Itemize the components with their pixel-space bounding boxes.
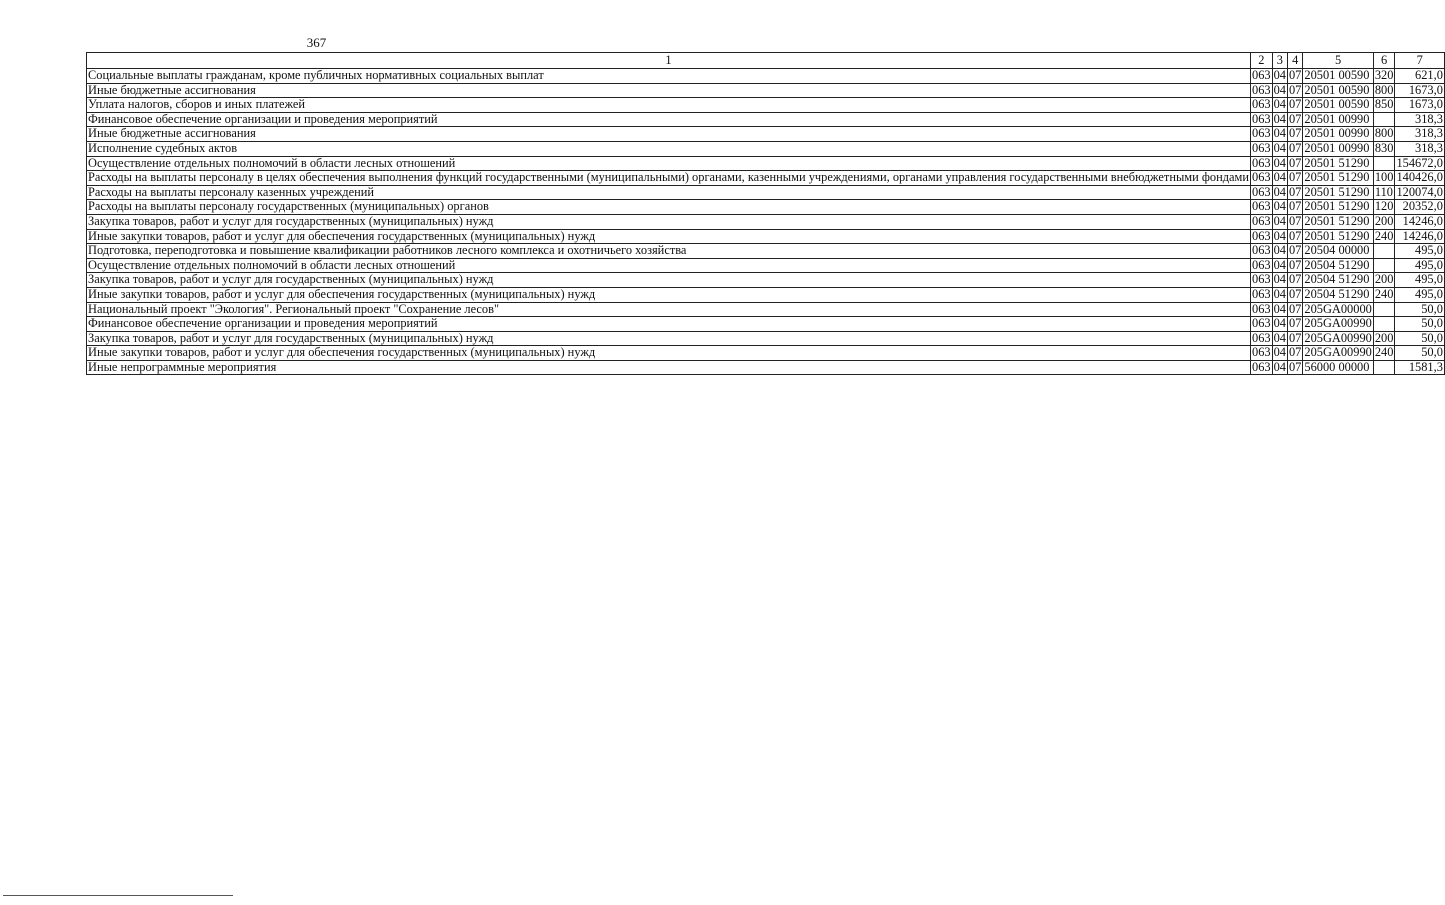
row-amount-cell: 1673,0 bbox=[1395, 83, 1444, 98]
row-amount-cell: 50,0 bbox=[1395, 317, 1444, 332]
row-col2-cell: 063 bbox=[1252, 126, 1271, 141]
row-amount-cell: 50,0 bbox=[1395, 346, 1444, 361]
row-col3-cell: 04 bbox=[1273, 272, 1286, 287]
row-amount-cell: 1581,3 bbox=[1395, 360, 1444, 375]
row-name-cell: Финансовое обеспечение организации и проведения мероприятий bbox=[87, 112, 1251, 127]
table-row bbox=[87, 83, 1445, 98]
table-row bbox=[87, 98, 1445, 113]
row-col2-cell: 063 bbox=[1252, 257, 1271, 272]
row-name-cell: Иные закупки товаров, работ и услуг для обеспечения государственных (муниципальных) нужд bbox=[87, 287, 1251, 302]
row-col6-cell: 800 bbox=[1374, 126, 1394, 141]
row-col6-cell bbox=[1373, 258, 1395, 273]
row-col2-cell: 063 bbox=[1252, 155, 1271, 170]
table-row bbox=[87, 112, 1445, 127]
row-col3-cell: 04 bbox=[1273, 228, 1286, 243]
row-amount-cell: 1673,0 bbox=[1395, 98, 1444, 113]
row-amount-cell: 14246,0 bbox=[1395, 214, 1444, 229]
table-row bbox=[87, 127, 1445, 142]
row-name-cell: Социальные выплаты гражданам, кроме публичных нормативных социальных выплат bbox=[87, 69, 1251, 84]
row-col2-cell: 063 bbox=[1252, 68, 1271, 82]
row-col4-cell: 07 bbox=[1288, 301, 1302, 316]
page-number: 367 bbox=[306, 35, 327, 50]
row-col2-cell: 063 bbox=[1252, 97, 1271, 112]
row-name-cell: Расходы на выплаты персоналу в целях обеспечения выполнения функций государственными (муниципальными) органами, казенными учреждениями, органами управления государственными внебюджетными фондами bbox=[88, 170, 1249, 185]
row-amount-cell: 50,0 bbox=[1395, 302, 1444, 317]
table-row bbox=[87, 244, 1445, 259]
scan-edge-line bbox=[3, 895, 233, 896]
row-name-cell: Иные закупки товаров, работ и услуг для обеспечения государственных (муниципальных) нужд bbox=[87, 229, 1251, 244]
row-amount-cell: 495,0 bbox=[1395, 244, 1444, 259]
row-col6-cell bbox=[1373, 112, 1395, 127]
row-amount-cell: 495,0 bbox=[1395, 287, 1444, 302]
row-col5-cell: 20501 00590 bbox=[1303, 69, 1373, 84]
row-col2-cell: 063 bbox=[1252, 286, 1271, 301]
row-amount-cell: 20352,0 bbox=[1395, 200, 1444, 215]
row-col6-cell: 200 bbox=[1374, 213, 1394, 228]
row-col6-cell bbox=[1373, 360, 1395, 375]
row-col3-cell: 04 bbox=[1273, 345, 1286, 360]
row-col5-cell: 205GA00000 bbox=[1304, 301, 1372, 316]
row-col5-cell: 56000 00000 bbox=[1303, 360, 1373, 375]
row-amount-cell: 621,0 bbox=[1395, 69, 1444, 84]
row-col5-cell: 20501 51290 bbox=[1303, 156, 1373, 171]
table-row bbox=[87, 156, 1445, 171]
row-col4-cell: 07 bbox=[1288, 286, 1302, 301]
row-col4-cell: 07 bbox=[1288, 345, 1302, 360]
row-col2-cell: 063 bbox=[1252, 345, 1271, 360]
row-name-cell: Иные бюджетные ассигнования bbox=[87, 127, 1251, 142]
table-row bbox=[87, 273, 1445, 288]
row-col3-cell: 04 bbox=[1273, 97, 1286, 112]
row-name-cell: Закупка товаров, работ и услуг для государственных (муниципальных) нужд bbox=[87, 331, 1251, 346]
row-col4-cell: 07 bbox=[1288, 111, 1302, 126]
row-name-cell: Национальный проект "Экология". Региональный проект "Сохранение лесов" bbox=[87, 302, 1251, 317]
row-col5-cell: 20501 51290 bbox=[1303, 200, 1373, 215]
row-col5-cell: 20501 51290 bbox=[1303, 185, 1373, 200]
table-row bbox=[87, 141, 1445, 156]
row-col6-cell: 100 bbox=[1374, 170, 1394, 185]
row-col6-cell: 320 bbox=[1374, 68, 1394, 82]
row-col4-cell: 07 bbox=[1288, 184, 1302, 199]
row-col3-cell: 04 bbox=[1273, 213, 1286, 228]
row-col5-cell: 20501 00990 bbox=[1303, 127, 1373, 142]
row-amount-cell: 50,0 bbox=[1395, 331, 1444, 346]
row-col4-cell: 07 bbox=[1288, 213, 1302, 228]
row-amount-cell: 495,0 bbox=[1395, 258, 1444, 273]
table-row bbox=[87, 287, 1445, 302]
row-col5-cell: 20501 51290 bbox=[1303, 229, 1373, 244]
row-col5-cell: 20504 51290 bbox=[1303, 287, 1373, 302]
row-name-cell: Осуществление отдельных полномочий в области лесных отношений bbox=[87, 156, 1251, 171]
row-amount-cell: 318,3 bbox=[1395, 112, 1444, 127]
row-col5-cell: 205GA00990 bbox=[1304, 330, 1372, 345]
row-col6-cell: 240 bbox=[1374, 286, 1394, 301]
row-col6-cell bbox=[1373, 317, 1395, 332]
row-col4-cell: 07 bbox=[1288, 155, 1302, 170]
row-col2-cell: 063 bbox=[1252, 330, 1271, 345]
table-row bbox=[87, 360, 1445, 375]
row-col3-cell: 04 bbox=[1273, 68, 1286, 82]
row-col6-cell: 240 bbox=[1374, 345, 1394, 360]
table-row bbox=[87, 302, 1445, 317]
row-col2-cell: 063 bbox=[1252, 301, 1271, 316]
row-amount-cell: 154672,0 bbox=[1396, 155, 1443, 170]
row-col5-cell: 20501 00990 bbox=[1303, 112, 1373, 127]
table-row bbox=[87, 200, 1445, 215]
row-col6-cell: 200 bbox=[1374, 272, 1394, 287]
row-col4-cell: 07 bbox=[1288, 316, 1302, 331]
row-name-cell: Финансовое обеспечение организации и проведения мероприятий bbox=[87, 317, 1251, 332]
row-col3-cell: 04 bbox=[1273, 316, 1286, 331]
table-body bbox=[87, 69, 1445, 375]
table-row bbox=[87, 346, 1445, 361]
row-col2-cell: 063 bbox=[1252, 228, 1271, 243]
row-col6-cell: 850 bbox=[1374, 97, 1394, 112]
row-col3-cell: 04 bbox=[1273, 199, 1286, 214]
row-amount-cell: 495,0 bbox=[1395, 273, 1444, 288]
row-col5-cell: 205GA00990 bbox=[1304, 345, 1372, 360]
row-name-cell: Иные бюджетные ассигнования bbox=[87, 83, 1251, 98]
row-col3-cell: 04 bbox=[1273, 126, 1286, 141]
header-col-4: 4 bbox=[1287, 53, 1302, 69]
row-col3-cell: 04 bbox=[1273, 170, 1286, 185]
row-col2-cell: 063 bbox=[1252, 170, 1271, 185]
row-col5-cell: 20501 51290 bbox=[1303, 214, 1373, 229]
row-col6-cell: 830 bbox=[1374, 140, 1394, 155]
row-amount-cell: 120074,0 bbox=[1396, 184, 1443, 199]
row-name-cell: Расходы на выплаты персоналу государственных (муниципальных) органов bbox=[87, 200, 1251, 215]
row-col2-cell: 063 bbox=[1252, 316, 1271, 331]
header-col-1: 1 bbox=[87, 53, 1251, 69]
row-col6-cell: 110 bbox=[1374, 184, 1393, 199]
table-row bbox=[87, 331, 1445, 346]
table-row bbox=[87, 229, 1445, 244]
row-col6-cell: 240 bbox=[1374, 228, 1394, 243]
row-name-cell: Закупка товаров, работ и услуг для государственных (муниципальных) нужд bbox=[87, 214, 1251, 229]
row-name-cell: Расходы на выплаты персоналу казенных учреждений bbox=[87, 185, 1251, 200]
table-header-row bbox=[87, 53, 1445, 69]
row-col4-cell: 07 bbox=[1288, 170, 1302, 185]
row-col6-cell bbox=[1373, 156, 1395, 171]
row-col5-cell: 205GA00990 bbox=[1304, 316, 1372, 331]
row-amount-cell: 140426,0 bbox=[1396, 170, 1443, 185]
row-amount-cell: 318,3 bbox=[1395, 127, 1444, 142]
row-col5-cell: 20504 00000 bbox=[1303, 244, 1373, 259]
row-col3-cell: 04 bbox=[1273, 111, 1286, 126]
row-col4-cell: 07 bbox=[1288, 126, 1302, 141]
row-col5-cell: 20504 51290 bbox=[1303, 258, 1373, 273]
row-col3-cell: 04 bbox=[1273, 155, 1286, 170]
table-row bbox=[87, 317, 1445, 332]
row-col3-cell: 04 bbox=[1273, 243, 1286, 258]
row-col2-cell: 063 bbox=[1252, 82, 1271, 97]
row-col4-cell: 07 bbox=[1288, 140, 1302, 155]
row-col2-cell: 063 bbox=[1252, 243, 1271, 258]
row-col6-cell bbox=[1373, 244, 1395, 259]
header-col-7: 7 bbox=[1395, 53, 1444, 69]
row-name-cell: Осуществление отдельных полномочий в области лесных отношений bbox=[87, 258, 1251, 273]
row-col2-cell: 063 bbox=[1252, 111, 1271, 126]
row-col4-cell: 07 bbox=[1288, 97, 1302, 112]
row-col6-cell: 800 bbox=[1374, 82, 1394, 97]
row-col4-cell: 07 bbox=[1288, 359, 1302, 374]
row-col3-cell: 04 bbox=[1273, 184, 1286, 199]
row-col2-cell: 063 bbox=[1252, 199, 1271, 214]
row-col3-cell: 04 bbox=[1273, 301, 1286, 316]
row-col2-cell: 063 bbox=[1252, 272, 1271, 287]
table-row bbox=[87, 214, 1445, 229]
row-col3-cell: 04 bbox=[1273, 82, 1286, 97]
row-col6-cell: 120 bbox=[1374, 199, 1394, 214]
row-col5-cell: 20501 51290 bbox=[1303, 171, 1373, 186]
table-row bbox=[87, 171, 1445, 186]
row-name-cell: Исполнение судебных актов bbox=[87, 141, 1251, 156]
row-col2-cell: 063 bbox=[1252, 213, 1271, 228]
row-col3-cell: 04 bbox=[1273, 359, 1286, 374]
row-col2-cell: 063 bbox=[1252, 184, 1271, 199]
row-col3-cell: 04 bbox=[1273, 257, 1286, 272]
row-col4-cell: 07 bbox=[1288, 257, 1302, 272]
row-name-cell: Уплата налогов, сборов и иных платежей bbox=[87, 98, 1251, 113]
header-col-5: 5 bbox=[1303, 53, 1373, 69]
row-name-cell: Иные закупки товаров, работ и услуг для обеспечения государственных (муниципальных) нужд bbox=[87, 346, 1251, 361]
row-col4-cell: 07 bbox=[1288, 243, 1302, 258]
row-amount-cell: 14246,0 bbox=[1395, 229, 1444, 244]
row-col4-cell: 07 bbox=[1288, 199, 1302, 214]
row-col6-cell: 200 bbox=[1374, 330, 1394, 345]
row-col3-cell: 04 bbox=[1273, 286, 1286, 301]
budget-table bbox=[86, 52, 1445, 375]
row-col6-cell bbox=[1373, 302, 1395, 317]
header-col-6: 6 bbox=[1373, 53, 1395, 69]
header-col-2: 2 bbox=[1251, 53, 1273, 69]
row-name-cell: Подготовка, переподготовка и повышение квалификации работников лесного комплекса и охотничьего хозяйства bbox=[87, 244, 1251, 259]
row-col5-cell: 20504 51290 bbox=[1303, 273, 1373, 288]
row-col5-cell: 20501 00590 bbox=[1303, 98, 1373, 113]
table-row bbox=[87, 69, 1445, 84]
row-name-cell: Закупка товаров, работ и услуг для государственных (муниципальных) нужд bbox=[87, 273, 1251, 288]
row-col2-cell: 063 bbox=[1252, 359, 1271, 374]
row-col4-cell: 07 bbox=[1288, 330, 1302, 345]
row-col4-cell: 07 bbox=[1288, 82, 1302, 97]
row-col3-cell: 04 bbox=[1273, 140, 1286, 155]
row-amount-cell: 318,3 bbox=[1395, 141, 1444, 156]
table-row bbox=[87, 185, 1445, 200]
row-col4-cell: 07 bbox=[1288, 272, 1302, 287]
row-col4-cell: 07 bbox=[1288, 68, 1302, 82]
row-col5-cell: 20501 00590 bbox=[1303, 83, 1373, 98]
row-col2-cell: 063 bbox=[1252, 140, 1271, 155]
row-col4-cell: 07 bbox=[1288, 228, 1302, 243]
header-col-3: 3 bbox=[1272, 53, 1287, 69]
row-name-cell: Иные непрограммные мероприятия bbox=[87, 360, 1251, 375]
row-col3-cell: 04 bbox=[1273, 330, 1286, 345]
row-col5-cell: 20501 00990 bbox=[1303, 141, 1373, 156]
table-row bbox=[87, 258, 1445, 273]
